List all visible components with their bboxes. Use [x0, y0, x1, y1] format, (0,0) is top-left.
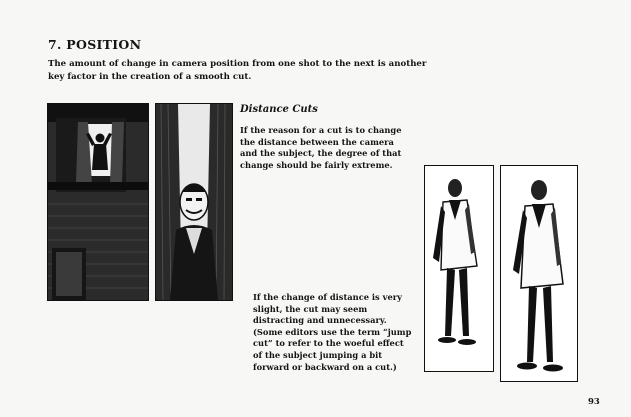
standing-man-drawing-1 [425, 166, 493, 371]
illustration-close-shot [155, 103, 233, 301]
close-up-drawing [156, 104, 232, 300]
illustration-figure-2 [500, 165, 578, 382]
page-heading: 7. POSITION [48, 37, 142, 52]
illustration-far-shot [47, 103, 149, 301]
body-paragraph-2: If the change of distance is very slight, the cut may seem distracting and unnecessary. (Some editors use the term “jump cut” to refer to the woeful effect of the subject jumping a bit forward or backward on a cut.) [253, 292, 412, 372]
standing-man-drawing-2 [501, 166, 577, 381]
illustration-figure-1 [424, 165, 494, 372]
window-scene-drawing [48, 104, 148, 300]
section-subheading: Distance Cuts [240, 104, 318, 115]
page-number: 93 [588, 397, 600, 407]
intro-paragraph: The amount of change in camera position from one shot to the next is another key factor in the creation of a smooth cut. [48, 59, 427, 82]
body-paragraph-1: If the reason for a cut is to change the distance between the camera and the subject, the degree of that change should be fairly extreme. [240, 125, 402, 170]
